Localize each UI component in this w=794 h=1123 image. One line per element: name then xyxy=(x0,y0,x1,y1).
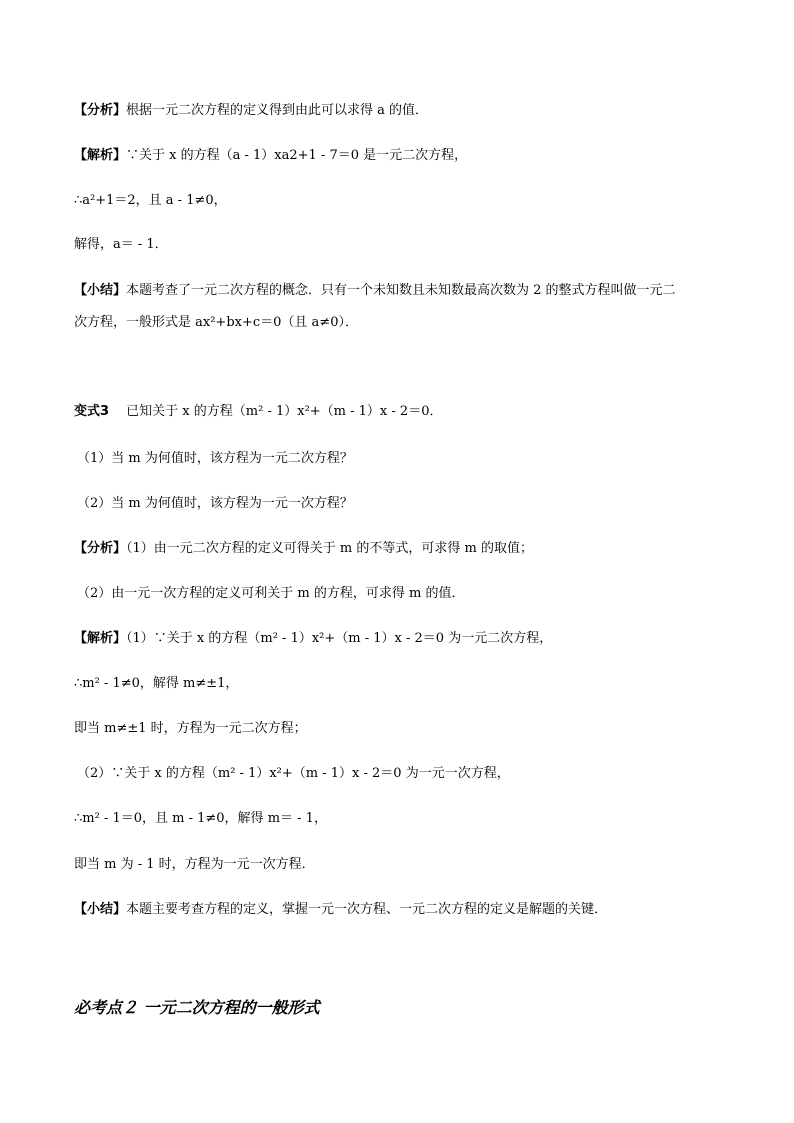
solution-step-6 xyxy=(74,810,327,828)
analysis-text: （1）由一元二次方程的定义可得关于 m 的不等式，可求得 m 的取值； xyxy=(126,541,533,556)
solution-line-1 xyxy=(74,147,467,165)
analysis-text: （2）由一元一次方程的定义可利关于 m 的方程，可求得 m 的值． xyxy=(77,586,465,601)
solution-step-text: ∴a²+1＝2，且 a - 1≠0， xyxy=(74,193,227,208)
sub-question-text: （2）当 m 为何值时，该方程为一元一次方程？ xyxy=(77,496,353,511)
sub-question-text: （1）当 m 为何值时，该方程为一元二次方程？ xyxy=(77,451,353,466)
solution-step-7 xyxy=(74,856,315,874)
solution-step-5 xyxy=(77,765,510,783)
sub-question-2 xyxy=(77,495,353,513)
analysis-tag: 【分析】 xyxy=(74,103,127,118)
solution-text: ∵关于 x 的方程（a - 1）xa2+1 - 7＝0 是一元二次方程， xyxy=(126,148,468,163)
summary-tag: 【小结】 xyxy=(74,902,127,917)
solution-text: （1）∵关于 x 的方程（m² - 1）x²+（m - 1）x - 2＝0 为一元二次方程， xyxy=(126,631,553,646)
solution-step-text: ∴m² - 1＝0，且 m - 1≠0，解得 m＝ - 1， xyxy=(74,811,327,826)
summary-line-3 xyxy=(74,901,607,919)
summary-tag: 【小结】 xyxy=(74,283,127,298)
solution-step-4 xyxy=(74,720,307,738)
solution-line-2 xyxy=(74,630,552,648)
variant-text: 已知关于 x 的方程（m² - 1）x²+（m - 1）x - 2＝0． xyxy=(109,404,443,419)
summary-line-1 xyxy=(74,282,676,300)
solution-step-3 xyxy=(74,675,238,693)
solution-step-text: 即当 m 为 - 1 时，方程为一元一次方程． xyxy=(74,857,315,872)
summary-text: 本题主要考查方程的定义，掌握一元一次方程、一元二次方程的定义是解题的关键． xyxy=(126,902,608,917)
solution-tag: 【解析】 xyxy=(74,631,127,646)
analysis-tag: 【分析】 xyxy=(74,541,127,556)
solution-step-text: （2）∵关于 x 的方程（m² - 1）x²+（m - 1）x - 2＝0 为一元一次方程， xyxy=(77,766,510,781)
analysis-line-3 xyxy=(77,585,464,603)
summary-text: 本题考查了一元二次方程的概念．只有一个未知数且未知数最高次数为 2 的整式方程叫做一元二 xyxy=(126,283,676,298)
variant-question xyxy=(74,403,442,421)
section-heading: 必考点２ 一元二次方程的一般形式 xyxy=(74,998,320,1017)
solution-step-text: 即当 m≠±1 时，方程为一元二次方程； xyxy=(74,721,307,736)
solution-step-text: 解得，a＝ - 1． xyxy=(74,237,168,252)
solution-step-1 xyxy=(74,192,227,210)
summary-line-2 xyxy=(74,314,358,332)
solution-tag: 【解析】 xyxy=(74,148,127,163)
analysis-line-1 xyxy=(74,102,428,120)
solution-step-text: ∴m² - 1≠0，解得 m≠±1， xyxy=(74,676,239,691)
sub-question-1 xyxy=(77,450,353,468)
solution-step-2 xyxy=(74,236,168,254)
analysis-line-2 xyxy=(74,540,533,558)
variant-tag: 变式3 xyxy=(74,404,110,419)
analysis-text: 根据一元二次方程的定义得到由此可以求得 a 的值． xyxy=(126,103,429,118)
summary-text: 次方程，一般形式是 ax²+bx+c＝0（且 a≠0）． xyxy=(74,315,358,330)
